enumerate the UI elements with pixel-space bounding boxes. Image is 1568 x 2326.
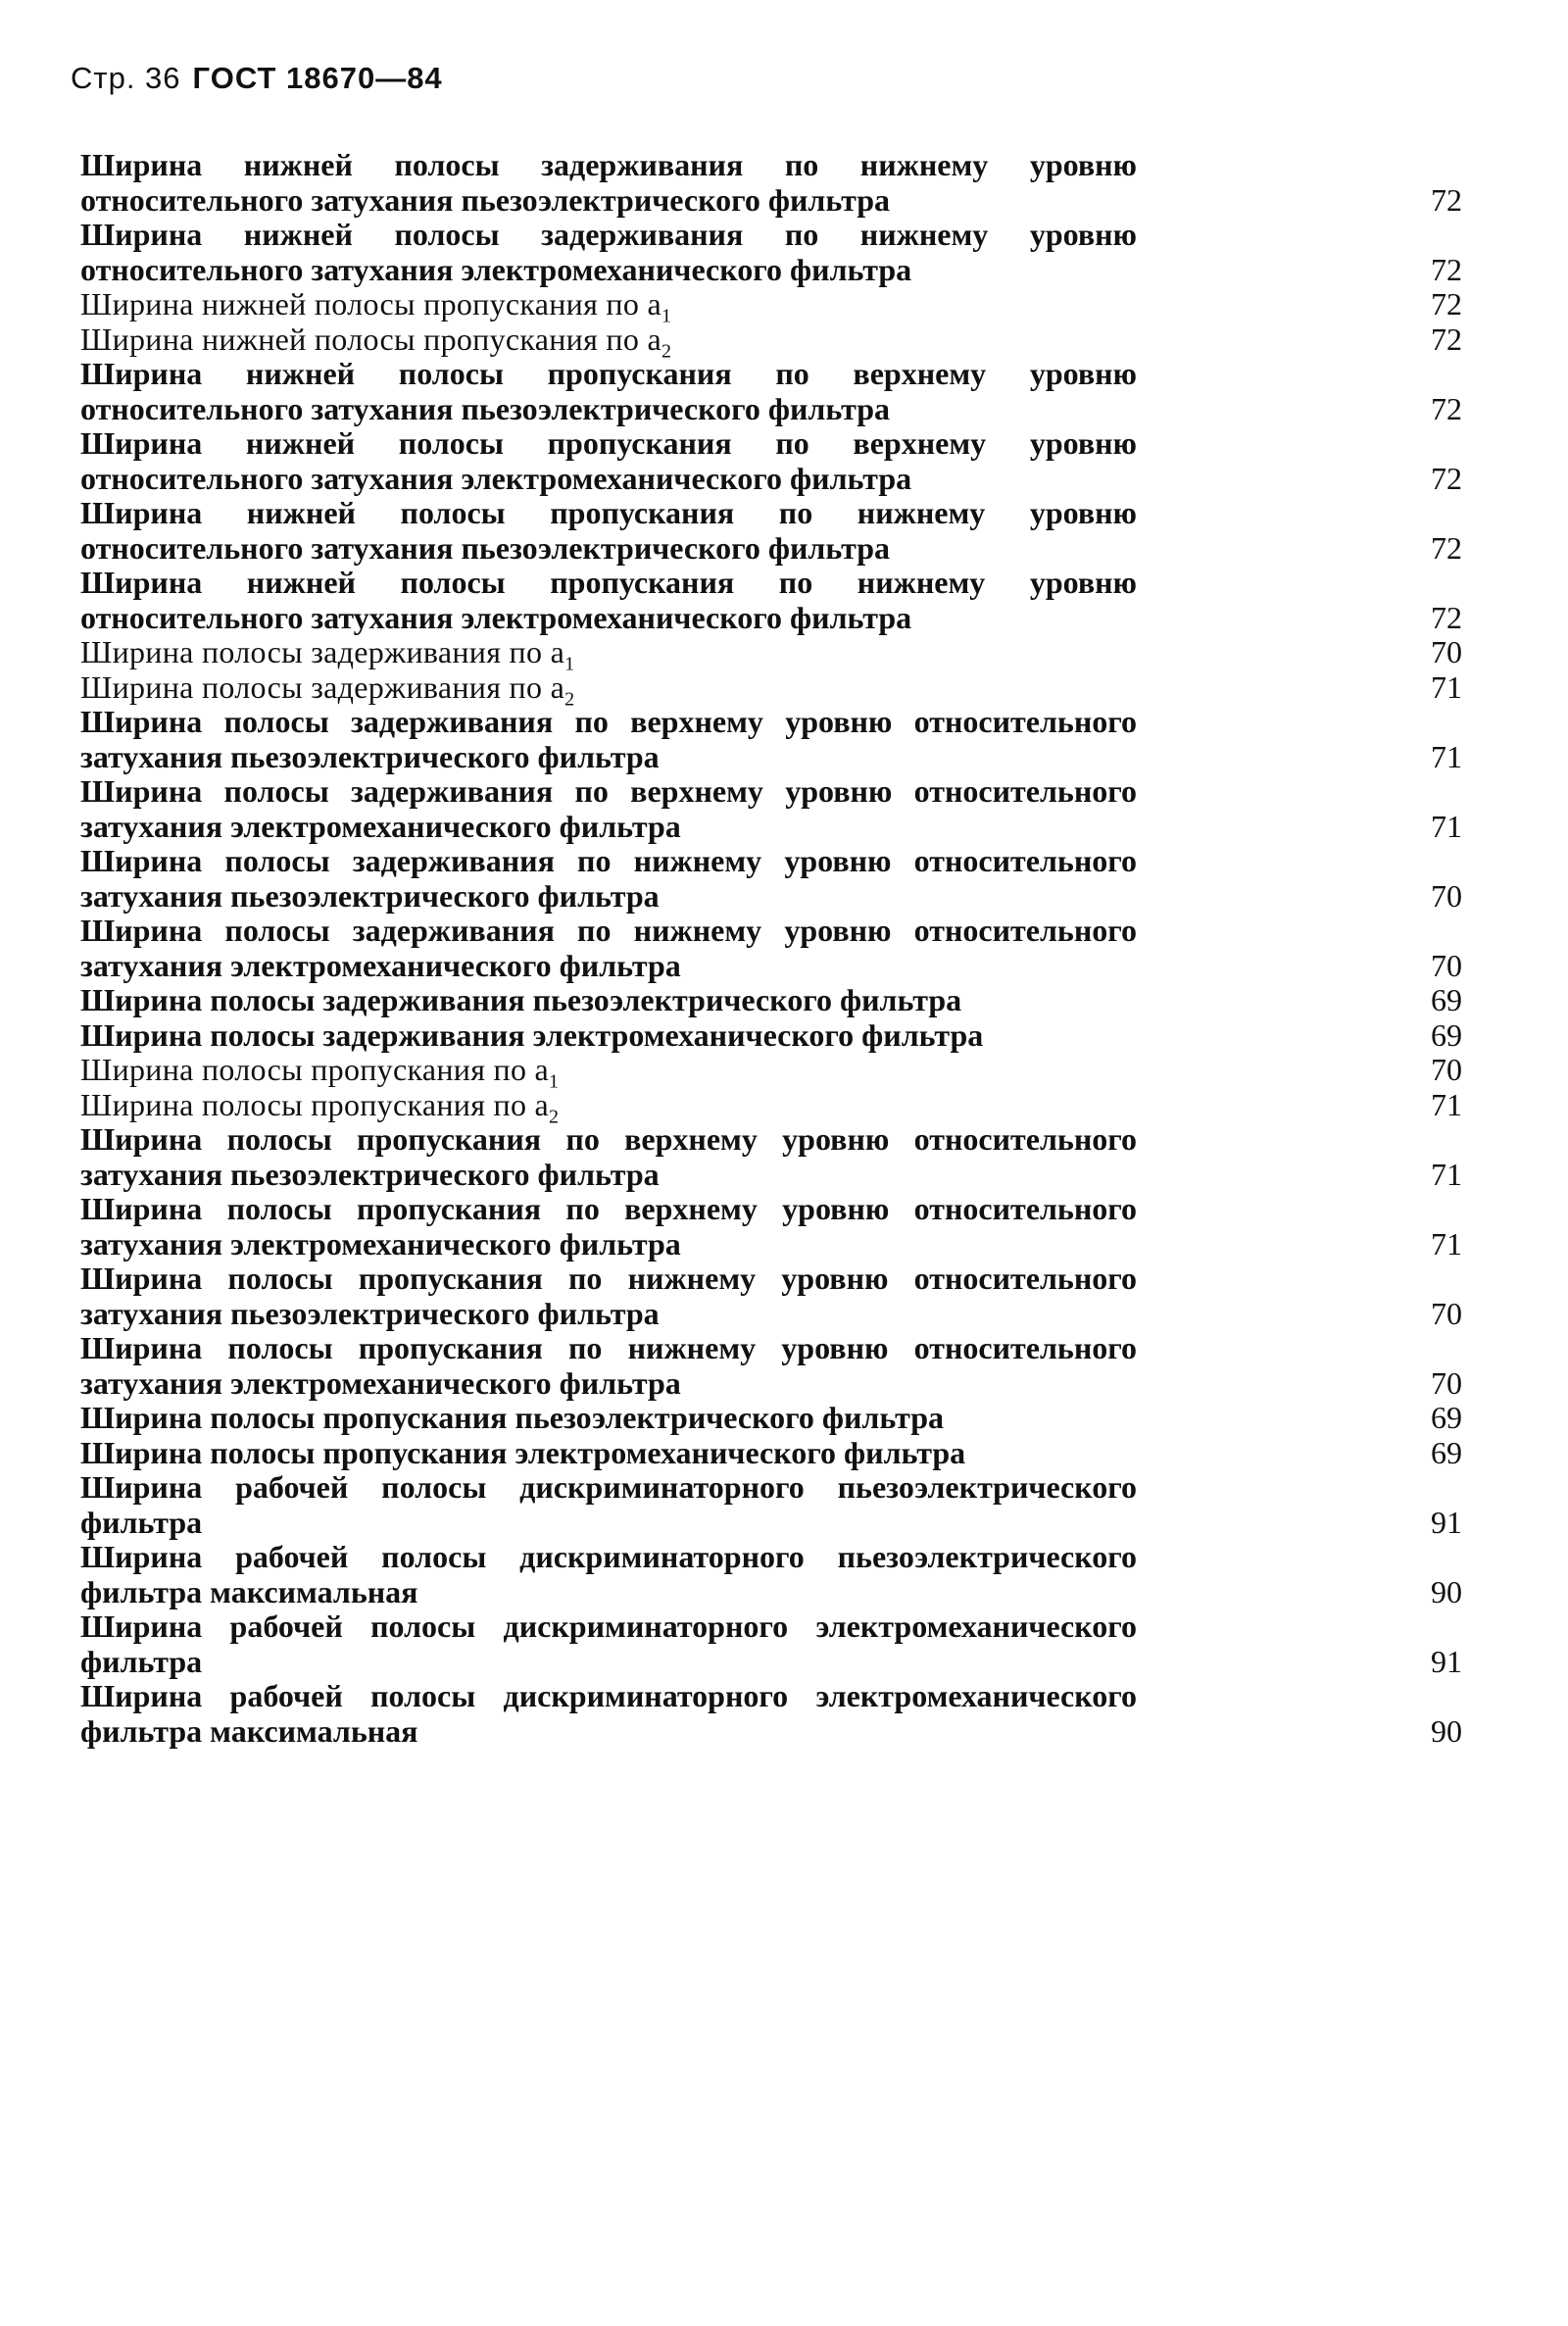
entry-term: Ширина рабочей полосы дискриминаторного пьезоэлектрического фильтра — [80, 1469, 1137, 1540]
entry-term-subscript: 1 — [564, 653, 575, 675]
entry-term: Ширина полосы задерживания по нижнему уровню относительного затухания пьезоэлектрического фильтра — [80, 843, 1137, 914]
entry-term: Ширина полосы пропускания по нижнему уровню относительного затухания электромеханического фильтра — [80, 1330, 1137, 1401]
index-entry — [80, 218, 1472, 287]
index-entries — [80, 148, 1472, 1749]
entry-term: Ширина нижней полосы пропускания по нижнему уровню относительного затухания пьезоэлектрического фильтра — [80, 495, 1137, 566]
entry-page: 90 — [1431, 1712, 1462, 1749]
entry-page: 70 — [1431, 947, 1462, 983]
entry-term: Ширина нижней полосы задерживания по нижнему уровню относительного затухания пьезоэлектрического фильтра — [80, 147, 1137, 218]
index-entry — [80, 148, 1472, 218]
index-entry — [80, 496, 1472, 566]
entry-term: Ширина нижней полосы пропускания по верхнему уровню относительного затухания электромеханического фильтра — [80, 425, 1137, 496]
entry-page: 71 — [1431, 1086, 1462, 1122]
entry-term: Ширина полосы пропускания электромеханического фильтра — [80, 1434, 966, 1470]
entry-page: 72 — [1431, 181, 1462, 218]
entry-page: 72 — [1431, 460, 1462, 496]
entry-page: 70 — [1431, 634, 1462, 669]
entry-term-text: Ширина полосы пропускания по a — [80, 1052, 550, 1087]
page-label: Стр. 36 — [71, 61, 181, 95]
entry-page: 69 — [1431, 1016, 1462, 1053]
entry-term-text: Ширина нижней полосы пропускания по a — [80, 321, 662, 357]
entry-term: Ширина рабочей полосы дискриминаторного пьезоэлектрического фильтра максимальная — [80, 1539, 1137, 1609]
index-entry — [80, 1262, 1472, 1331]
index-entry — [80, 1436, 1472, 1471]
entry-term: Ширина нижней полосы задерживания по нижнему уровню относительного затухания электромеханического фильтра — [80, 217, 1137, 287]
index-entry — [80, 1192, 1472, 1262]
entry-page: 70 — [1431, 1364, 1462, 1401]
entry-term: Ширина полосы задерживания по верхнему уровню относительного затухания электромеханического фильтра — [80, 773, 1137, 844]
entry-term: Ширина полосы задерживания электромеханического фильтра — [80, 1016, 984, 1053]
entry-page: 70 — [1431, 1052, 1462, 1087]
entry-term: Ширина рабочей полосы дискриминаторного электромеханического фильтра — [80, 1608, 1137, 1679]
index-entry — [80, 1122, 1472, 1192]
index-entry — [80, 1401, 1472, 1436]
entry-page: 72 — [1431, 251, 1462, 287]
entry-page: 71 — [1431, 808, 1462, 844]
index-entry — [80, 566, 1472, 635]
entry-term — [80, 668, 1137, 710]
index-entry — [80, 705, 1472, 774]
index-entry — [80, 1470, 1472, 1540]
index-entry — [80, 357, 1472, 426]
entry-term: Ширина полосы пропускания пьезоэлектрического фильтра — [80, 1400, 944, 1435]
entry-page: 71 — [1431, 1156, 1462, 1192]
entry-term — [80, 1052, 1137, 1093]
index-entry — [80, 983, 1472, 1018]
entry-page: 90 — [1431, 1573, 1462, 1609]
entry-term-subscript: 2 — [549, 1105, 560, 1127]
entry-term-subscript: 1 — [549, 1070, 560, 1093]
entry-term: Ширина нижней полосы пропускания по нижнему уровню относительного затухания электромеханического фильтра — [80, 565, 1137, 635]
entry-page: 71 — [1431, 738, 1462, 774]
standard-title: ГОСТ 18670—84 — [192, 61, 443, 95]
entry-term — [80, 286, 1137, 327]
entry-term-text: Ширина полосы задерживания по a — [80, 634, 565, 669]
entry-page: 69 — [1431, 1434, 1462, 1470]
entry-term-text: Ширина полосы задерживания по a — [80, 668, 565, 705]
entry-term: Ширина полосы задерживания пьезоэлектрического фильтра — [80, 982, 962, 1017]
entry-page: 69 — [1431, 982, 1462, 1017]
page-header — [71, 61, 443, 96]
entry-page: 69 — [1431, 1400, 1462, 1435]
entry-term: Ширина полосы пропускания по нижнему уровню относительного затухания пьезоэлектрического фильтра — [80, 1261, 1137, 1331]
entry-term-text: Ширина полосы пропускания по a — [80, 1086, 550, 1122]
index-entry — [80, 426, 1472, 496]
entry-term — [80, 634, 1137, 675]
entry-term-subscript: 1 — [661, 305, 672, 327]
entry-page: 72 — [1431, 321, 1462, 357]
index-entry — [80, 286, 1472, 327]
index-entry — [80, 321, 1472, 362]
entry-term-subscript: 2 — [661, 339, 672, 362]
entry-term — [80, 321, 1137, 362]
entry-term: Ширина полосы задерживания по нижнему уровню относительного затухания электромеханического фильтра — [80, 913, 1137, 983]
entry-term — [80, 1086, 1137, 1127]
index-entry — [80, 1086, 1472, 1127]
entry-page: 71 — [1431, 668, 1462, 705]
index-entry — [80, 914, 1472, 983]
index-entry — [80, 1052, 1472, 1093]
index-entry — [80, 634, 1472, 675]
entry-page: 72 — [1431, 390, 1462, 426]
entry-term-text: Ширина нижней полосы пропускания по a — [80, 286, 662, 322]
index-entry — [80, 1609, 1472, 1679]
entry-page: 70 — [1431, 1295, 1462, 1331]
entry-term: Ширина полосы пропускания по верхнему уровню относительного затухания пьезоэлектрического фильтра — [80, 1121, 1137, 1192]
entry-term-subscript: 2 — [564, 687, 575, 710]
index-entry — [80, 668, 1472, 710]
entry-page: 72 — [1431, 286, 1462, 322]
entry-term: Ширина полосы задерживания по верхнему уровню относительного затухания пьезоэлектрического фильтра — [80, 704, 1137, 774]
entry-term: Ширина рабочей полосы дискриминаторного электромеханического фильтра максимальная — [80, 1678, 1137, 1749]
entry-term: Ширина полосы пропускания по верхнему уровню относительного затухания электромеханического фильтра — [80, 1191, 1137, 1262]
entry-term: Ширина нижней полосы пропускания по верхнему уровню относительного затухания пьезоэлектрического фильтра — [80, 356, 1137, 426]
index-entry — [80, 1679, 1472, 1749]
index-entry — [80, 1540, 1472, 1609]
index-entry — [80, 1018, 1472, 1054]
entry-page: 70 — [1431, 877, 1462, 914]
entry-page: 91 — [1431, 1504, 1462, 1540]
entry-page: 72 — [1431, 529, 1462, 566]
index-entry — [80, 1331, 1472, 1401]
index-entry — [80, 774, 1472, 844]
entry-page: 72 — [1431, 599, 1462, 635]
index-entry — [80, 844, 1472, 914]
entry-page: 91 — [1431, 1643, 1462, 1679]
entry-page: 71 — [1431, 1225, 1462, 1262]
